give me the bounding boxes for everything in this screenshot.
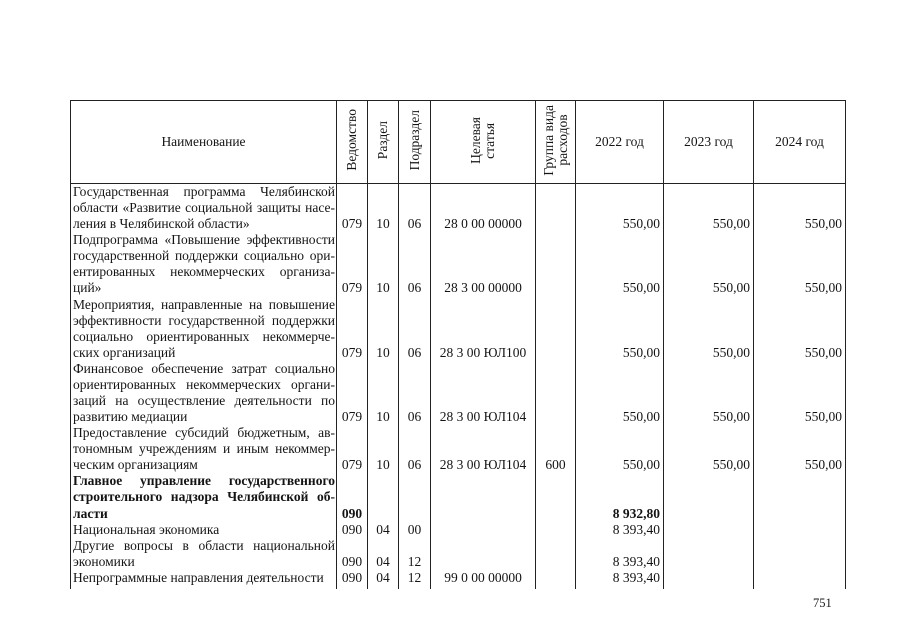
header-year-2023: [664, 101, 754, 184]
department-code-cell: 090: [337, 522, 368, 538]
table-row: [71, 538, 846, 570]
header-department: [337, 101, 368, 184]
budget-table: [70, 100, 846, 589]
row-name-line: Непрограммные направления деятельности: [73, 569, 324, 585]
header-target-article-line: Целевая: [468, 116, 483, 164]
header-expense-group-line: расходов: [554, 114, 570, 166]
amount-2024-cell: [754, 538, 846, 570]
row-name-line: ций»: [73, 280, 102, 296]
row-name-line: государственной поддержки социально ори-: [73, 248, 335, 264]
expense-group-cell: [536, 184, 576, 233]
header-row: [71, 101, 846, 184]
row-name-cell: [71, 473, 337, 521]
amount-2023-cell: 550,00: [664, 184, 754, 233]
amount-2023-cell: [664, 570, 754, 586]
row-name-line: Мероприятия, направленные на повышение: [73, 296, 335, 312]
subsection-code-cell: 06: [399, 232, 431, 296]
section-code-cell: 10: [368, 425, 399, 473]
expense-group-cell: 600: [536, 425, 576, 473]
subsection-code-cell: 12: [399, 538, 431, 570]
row-name-line: Подпрограмма «Повышение эффективности: [73, 232, 335, 248]
continuation-cell: [368, 586, 399, 589]
header-year-2022: [576, 101, 664, 184]
header-expense-group-line: Группа вида: [540, 104, 556, 176]
subsection-code-cell: [399, 473, 431, 521]
header-expense-group-label: [542, 105, 570, 176]
table-row: [71, 184, 846, 233]
amount-2023-cell: 550,00: [664, 297, 754, 361]
expense-group-cell: [536, 473, 576, 521]
section-code-cell: 04: [368, 522, 399, 538]
row-name-line: ских организаций: [73, 344, 176, 360]
row-name-line: ческим организациям: [73, 457, 198, 473]
row-name-cell: [71, 297, 337, 361]
amount-2022-cell: 550,00: [576, 425, 664, 473]
table-body: [71, 184, 846, 586]
row-name-cell: [71, 232, 337, 296]
target-article-cell: 28 0 00 00000: [431, 184, 536, 233]
target-article-cell: 28 3 00 ЮЛ104: [431, 425, 536, 473]
subsection-code-cell: 06: [399, 361, 431, 425]
row-name-line: заций на осуществление деятельности по: [73, 393, 335, 409]
amount-2024-cell: 550,00: [754, 297, 846, 361]
department-code-cell: 090: [337, 538, 368, 570]
amount-2022-cell: 8 393,40: [576, 522, 664, 538]
row-name-line: ления в Челябинской области»: [73, 216, 250, 232]
amount-2023-cell: [664, 473, 754, 521]
expense-group-cell: [536, 522, 576, 538]
subsection-code-cell: 06: [399, 297, 431, 361]
row-name-line: строительного надзора Челябинской об-: [73, 489, 335, 505]
amount-2024-cell: [754, 570, 846, 586]
continuation-cell: [399, 586, 431, 589]
header-year-2024: [754, 101, 846, 184]
header-year-2024-label: 2024 год: [775, 134, 824, 149]
header-name-label: Наименование: [161, 134, 246, 149]
target-article-cell: [431, 473, 536, 521]
row-name-line: ориентированных некоммерческих органи-: [73, 376, 335, 392]
section-code-cell: 04: [368, 570, 399, 586]
department-code-cell: 079: [337, 361, 368, 425]
amount-2022-cell: 550,00: [576, 184, 664, 233]
department-code-cell: 079: [337, 297, 368, 361]
expense-group-cell: [536, 538, 576, 570]
row-name-cell: [71, 522, 337, 538]
continuation-cell: [536, 586, 576, 589]
expense-group-cell: [536, 232, 576, 296]
row-name-cell: [71, 570, 337, 586]
row-name-line: Главное управление государственного: [73, 473, 335, 489]
header-target-article-line: статья: [482, 122, 497, 158]
row-name-line: Финансовое обеспечение затрат социально: [73, 360, 335, 376]
expense-group-cell: [536, 297, 576, 361]
header-section-label: [376, 121, 390, 159]
header-target-article: [431, 101, 536, 184]
amount-2023-cell: [664, 522, 754, 538]
amount-2023-cell: 550,00: [664, 361, 754, 425]
continuation-cell: [431, 586, 536, 589]
continuation-cell: [664, 586, 754, 589]
row-name-line: эффективности государственной поддержки: [73, 312, 335, 328]
header-name: [71, 101, 337, 184]
target-article-cell: 28 3 00 00000: [431, 232, 536, 296]
amount-2022-cell: 550,00: [576, 297, 664, 361]
continuation-cell: [576, 586, 664, 589]
table-row: [71, 473, 846, 521]
row-name-cell: [71, 361, 337, 425]
section-code-cell: [368, 473, 399, 521]
header-year-2022-label: 2022 год: [595, 134, 644, 149]
row-name-line: развитию медиации: [73, 409, 188, 425]
table-row: [71, 425, 846, 473]
amount-2023-cell: 550,00: [664, 232, 754, 296]
amount-2024-cell: [754, 522, 846, 538]
amount-2024-cell: [754, 473, 846, 521]
row-name-cell: [71, 425, 337, 473]
row-name-line: тономным учреждениям и иным некоммер-: [73, 441, 335, 457]
header-section-text: Раздел: [375, 120, 390, 160]
continuation-cell: [71, 586, 337, 589]
subsection-code-cell: 12: [399, 570, 431, 586]
section-code-cell: 10: [368, 361, 399, 425]
table-row: [71, 361, 846, 425]
section-code-cell: 10: [368, 232, 399, 296]
amount-2022-cell: 550,00: [576, 232, 664, 296]
expense-group-cell: [536, 570, 576, 586]
row-name-line: экономики: [73, 553, 135, 569]
target-article-cell: [431, 538, 536, 570]
subsection-code-cell: 00: [399, 522, 431, 538]
header-target-article-label: [469, 117, 497, 164]
subsection-code-cell: 06: [399, 425, 431, 473]
header-subsection-text: Подраздел: [406, 109, 422, 171]
amount-2022-cell: 550,00: [576, 361, 664, 425]
subsection-code-cell: 06: [399, 184, 431, 233]
continuation-cell: [337, 586, 368, 589]
row-name-line: области «Развитие социальной защиты насе-: [73, 200, 335, 216]
amount-2024-cell: 550,00: [754, 425, 846, 473]
header-department-label: [345, 109, 359, 171]
row-name-line: Предоставление субсидий бюджетным, ав-: [73, 425, 335, 441]
target-article-cell: 28 3 00 ЮЛ100: [431, 297, 536, 361]
row-name-line: ентированных некоммерческих организа-: [73, 264, 335, 280]
department-code-cell: 079: [337, 184, 368, 233]
amount-2022-cell: 8 932,80: [576, 473, 664, 521]
section-code-cell: 04: [368, 538, 399, 570]
row-name-line: Национальная экономика: [73, 521, 220, 537]
row-name-line: социально ориентированных некоммерче-: [73, 328, 335, 344]
row-name-cell: [71, 538, 337, 570]
target-article-cell: [431, 522, 536, 538]
department-code-cell: 090: [337, 570, 368, 586]
header-department-text: Ведомство: [344, 109, 359, 171]
target-article-cell: 99 0 00 00000: [431, 570, 536, 586]
row-name-line: Другие вопросы в области национальной: [73, 537, 335, 553]
table-row: [71, 297, 846, 361]
amount-2024-cell: 550,00: [754, 232, 846, 296]
table-row: [71, 570, 846, 586]
table-row: [71, 522, 846, 538]
continuation-cell: [754, 586, 846, 589]
row-name-cell: [71, 184, 337, 233]
header-expense-group: [536, 101, 576, 184]
department-code-cell: 079: [337, 425, 368, 473]
amount-2022-cell: 8 393,40: [576, 538, 664, 570]
section-code-cell: 10: [368, 184, 399, 233]
amount-2023-cell: 550,00: [664, 425, 754, 473]
header-subsection: [399, 101, 431, 184]
table-row: [71, 232, 846, 296]
department-code-cell: 090: [337, 473, 368, 521]
header-section: [368, 101, 399, 184]
header-subsection-label: [408, 110, 422, 170]
target-article-cell: 28 3 00 ЮЛ104: [431, 361, 536, 425]
amount-2024-cell: 550,00: [754, 184, 846, 233]
department-code-cell: 079: [337, 232, 368, 296]
amount-2022-cell: 8 393,40: [576, 570, 664, 586]
section-code-cell: 10: [368, 297, 399, 361]
header-year-2023-label: 2023 год: [684, 134, 733, 149]
row-name-line: Государственная программа Челябинской: [73, 184, 335, 199]
expense-group-cell: [536, 361, 576, 425]
page-number: 751: [813, 596, 832, 610]
amount-2023-cell: [664, 538, 754, 570]
table-continuation: [71, 586, 846, 589]
amount-2024-cell: 550,00: [754, 361, 846, 425]
row-name-line: ласти: [73, 505, 108, 521]
